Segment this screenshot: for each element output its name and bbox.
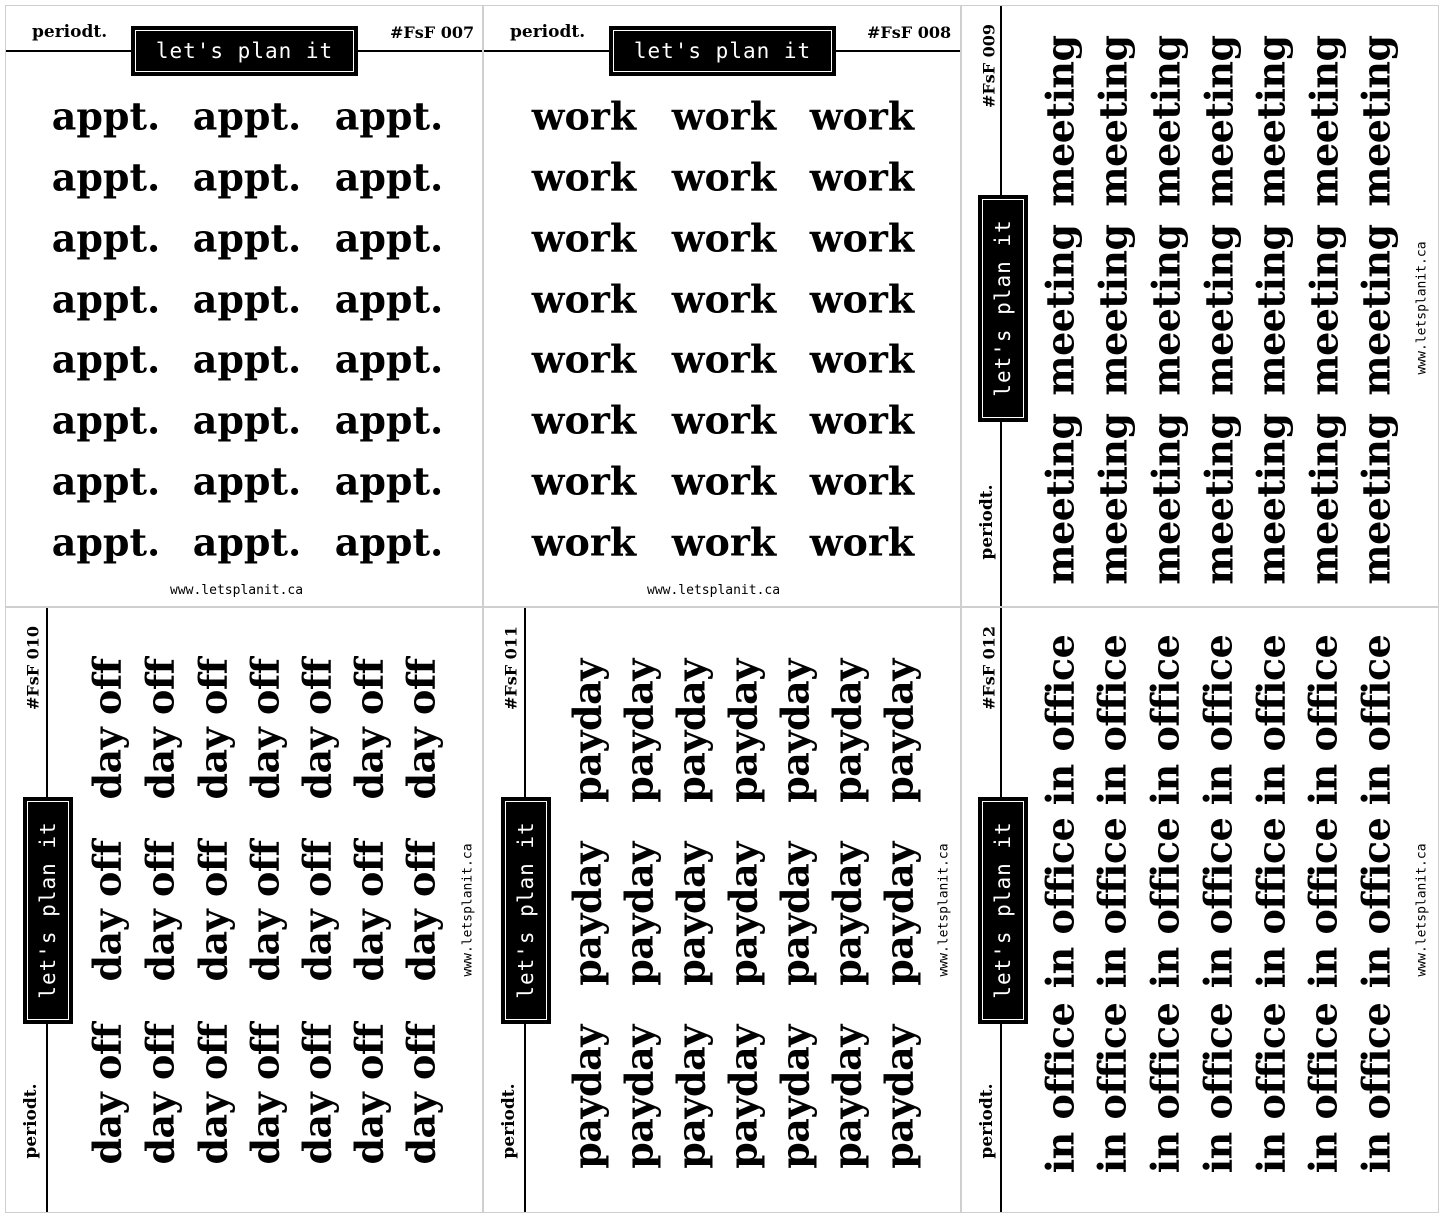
sticker-word: meeting xyxy=(1353,224,1399,396)
sticker-word: meeting xyxy=(1353,35,1399,207)
sticker-word: payday xyxy=(616,659,662,803)
sticker-word: work xyxy=(531,215,637,261)
sticker-word: meeting xyxy=(1143,35,1189,207)
sticker-word: payday xyxy=(772,842,818,986)
sticker-word: payday xyxy=(668,659,714,803)
sticker-word: in office xyxy=(1142,634,1188,806)
banner-text: let's plan it xyxy=(514,821,538,999)
sticker-word: appt. xyxy=(192,154,302,200)
sticker-word: work xyxy=(809,93,915,139)
sticker-word: payday xyxy=(564,659,610,803)
sticker-word: payday xyxy=(564,842,610,986)
sticker-word: meeting xyxy=(1248,35,1294,207)
sticker-word: day off xyxy=(190,658,236,800)
sticker-word: in office xyxy=(1248,1002,1294,1174)
sticker-word: payday xyxy=(772,659,818,803)
sticker-sheet-fsf-011 xyxy=(483,607,961,1213)
sticker-word: work xyxy=(671,397,777,443)
sticker-word: appt. xyxy=(334,276,444,322)
sticker-word: payday xyxy=(824,842,870,986)
sticker-word: meeting xyxy=(1196,35,1242,207)
sticker-word: meeting xyxy=(1090,35,1136,207)
sticker-word: work xyxy=(809,336,915,382)
sticker-word: work xyxy=(531,154,637,200)
sticker-word: day off xyxy=(346,1023,392,1165)
sticker-word: appt. xyxy=(192,519,302,565)
banner-text: let's plan it xyxy=(36,821,60,999)
sticker-word: appt. xyxy=(192,458,302,504)
sticker-word: meeting xyxy=(1090,413,1136,585)
sticker-word: day off xyxy=(242,840,288,982)
sticker-word: appt. xyxy=(334,458,444,504)
sticker-word: in office xyxy=(1089,817,1135,989)
sticker-word: meeting xyxy=(1353,413,1399,585)
sticker-word: work xyxy=(671,336,777,382)
sticker-sheet-fsf-009 xyxy=(961,5,1439,607)
sticker-word: payday xyxy=(772,1025,818,1169)
sticker-word: day off xyxy=(84,1023,130,1165)
sticker-word: day off xyxy=(190,1023,236,1165)
banner: let's plan it xyxy=(609,26,836,76)
sticker-word: payday xyxy=(616,842,662,986)
sticker-word: meeting xyxy=(1090,224,1136,396)
sticker-word: in office xyxy=(1037,1002,1083,1174)
sticker-word: appt. xyxy=(51,519,161,565)
sticker-word: meeting xyxy=(1037,35,1083,207)
sticker-sheet-fsf-007 xyxy=(5,5,483,607)
sticker-word: meeting xyxy=(1248,224,1294,396)
sticker-word: in office xyxy=(1089,634,1135,806)
brand-label: periodt. xyxy=(32,22,108,42)
sticker-word: day off xyxy=(84,840,130,982)
sticker-word: work xyxy=(531,336,637,382)
sheet-code: #FsF 007 xyxy=(390,23,475,42)
sheet-code: #FsF 010 xyxy=(23,625,43,711)
sticker-word: in office xyxy=(1353,817,1399,989)
sticker-word: work xyxy=(531,276,637,322)
sticker-word: work xyxy=(531,397,637,443)
banner xyxy=(501,797,551,1024)
website-url: www.letsplanit.ca xyxy=(936,843,952,977)
sticker-word: day off xyxy=(294,1023,340,1165)
sticker-word: appt. xyxy=(51,276,161,322)
sticker-word: day off xyxy=(398,840,444,982)
sticker-word: in office xyxy=(1300,817,1346,989)
brand-label: periodt. xyxy=(510,22,586,42)
banner xyxy=(23,797,73,1024)
sticker-word: in office xyxy=(1248,634,1294,806)
sticker-word: appt. xyxy=(51,458,161,504)
banner-text: let's plan it xyxy=(991,219,1015,397)
sticker-word: payday xyxy=(720,842,766,986)
sticker-word: work xyxy=(671,154,777,200)
sticker-word: day off xyxy=(137,1023,183,1165)
sticker-word: appt. xyxy=(192,336,302,382)
sticker-word: meeting xyxy=(1301,35,1347,207)
website-url: www.letsplanit.ca xyxy=(460,843,476,977)
sticker-word: in office xyxy=(1037,634,1083,806)
sticker-word: meeting xyxy=(1301,224,1347,396)
sticker-word: meeting xyxy=(1143,224,1189,396)
sticker-word: in office xyxy=(1195,817,1241,989)
sticker-word: appt. xyxy=(51,93,161,139)
sticker-word: work xyxy=(809,154,915,200)
sticker-word: meeting xyxy=(1037,413,1083,585)
sticker-word: work xyxy=(671,93,777,139)
sticker-word: day off xyxy=(346,840,392,982)
sticker-word: appt. xyxy=(192,93,302,139)
sticker-word: work xyxy=(531,93,637,139)
sticker-word: in office xyxy=(1195,1002,1241,1174)
sticker-word: payday xyxy=(824,659,870,803)
sticker-word: in office xyxy=(1142,817,1188,989)
sticker-word: appt. xyxy=(51,336,161,382)
sticker-word: work xyxy=(809,215,915,261)
sticker-word: in office xyxy=(1300,1002,1346,1174)
sticker-word: in office xyxy=(1353,634,1399,806)
sheet-code: #FsF 011 xyxy=(501,625,521,711)
sticker-word: day off xyxy=(346,658,392,800)
sticker-word: work xyxy=(809,458,915,504)
sticker-word: work xyxy=(809,519,915,565)
brand-label: periodt. xyxy=(977,484,997,560)
brand-label: periodt. xyxy=(21,1083,41,1159)
sticker-word: payday xyxy=(720,1025,766,1169)
sticker-word: payday xyxy=(876,842,922,986)
banner-text: let's plan it xyxy=(991,821,1015,999)
sheet-code: #FsF 012 xyxy=(979,625,999,711)
banner: let's plan it xyxy=(131,26,358,76)
sticker-word: meeting xyxy=(1248,413,1294,585)
sticker-word: payday xyxy=(564,1025,610,1169)
sticker-word: work xyxy=(531,458,637,504)
sticker-word: in office xyxy=(1089,1002,1135,1174)
sticker-word: day off xyxy=(294,840,340,982)
sticker-word: in office xyxy=(1300,634,1346,806)
sticker-word: work xyxy=(671,215,777,261)
sticker-word: payday xyxy=(824,1025,870,1169)
sticker-word: day off xyxy=(398,1023,444,1165)
sticker-word: appt. xyxy=(334,154,444,200)
brand-label: periodt. xyxy=(499,1083,519,1159)
sticker-word: meeting xyxy=(1037,224,1083,396)
sticker-word: payday xyxy=(668,842,714,986)
sticker-word: in office xyxy=(1195,634,1241,806)
sticker-word: appt. xyxy=(192,276,302,322)
sticker-word: work xyxy=(671,458,777,504)
sticker-word: day off xyxy=(190,840,236,982)
sheet-code: #FsF 008 xyxy=(867,23,952,42)
sticker-word: day off xyxy=(84,658,130,800)
sticker-word: work xyxy=(809,276,915,322)
sticker-word: in office xyxy=(1037,817,1083,989)
sticker-word: payday xyxy=(720,659,766,803)
sticker-word: appt. xyxy=(192,397,302,443)
sticker-word: appt. xyxy=(51,397,161,443)
sticker-word: appt. xyxy=(51,154,161,200)
sticker-word: day off xyxy=(398,658,444,800)
sticker-sheet-fsf-010 xyxy=(5,607,483,1213)
website-url: www.letsplanit.ca xyxy=(647,583,781,598)
website-url: www.letsplanit.ca xyxy=(1414,843,1430,977)
sticker-word: appt. xyxy=(334,519,444,565)
sticker-word: appt. xyxy=(51,215,161,261)
sticker-word: in office xyxy=(1142,1002,1188,1174)
sticker-word: payday xyxy=(876,1025,922,1169)
sticker-word: day off xyxy=(242,658,288,800)
sticker-word: appt. xyxy=(334,93,444,139)
sticker-sheet-fsf-012 xyxy=(961,607,1439,1213)
sticker-word: day off xyxy=(137,840,183,982)
sticker-word: appt. xyxy=(334,215,444,261)
sheet-code: #FsF 009 xyxy=(979,23,999,109)
sticker-word: work xyxy=(671,276,777,322)
sticker-word: appt. xyxy=(334,397,444,443)
sticker-word: in office xyxy=(1353,1002,1399,1174)
sticker-word: payday xyxy=(876,659,922,803)
sticker-word: work xyxy=(809,397,915,443)
website-url: www.letsplanit.ca xyxy=(170,583,304,598)
sticker-sheet-fsf-008 xyxy=(483,5,961,607)
website-url: www.letsplanit.ca xyxy=(1414,241,1430,375)
sticker-word: work xyxy=(531,519,637,565)
sticker-word: meeting xyxy=(1196,413,1242,585)
sticker-word: payday xyxy=(668,1025,714,1169)
sticker-word: work xyxy=(671,519,777,565)
sticker-word: day off xyxy=(294,658,340,800)
banner xyxy=(978,195,1028,422)
sticker-word: appt. xyxy=(334,336,444,382)
banner xyxy=(978,797,1028,1024)
sticker-word: meeting xyxy=(1143,413,1189,585)
sticker-word: day off xyxy=(137,658,183,800)
brand-label: periodt. xyxy=(977,1083,997,1159)
sticker-word: appt. xyxy=(192,215,302,261)
sticker-word: in office xyxy=(1248,817,1294,989)
sticker-word: payday xyxy=(616,1025,662,1169)
sticker-word: meeting xyxy=(1301,413,1347,585)
sticker-word: day off xyxy=(242,1023,288,1165)
sticker-word: meeting xyxy=(1196,224,1242,396)
